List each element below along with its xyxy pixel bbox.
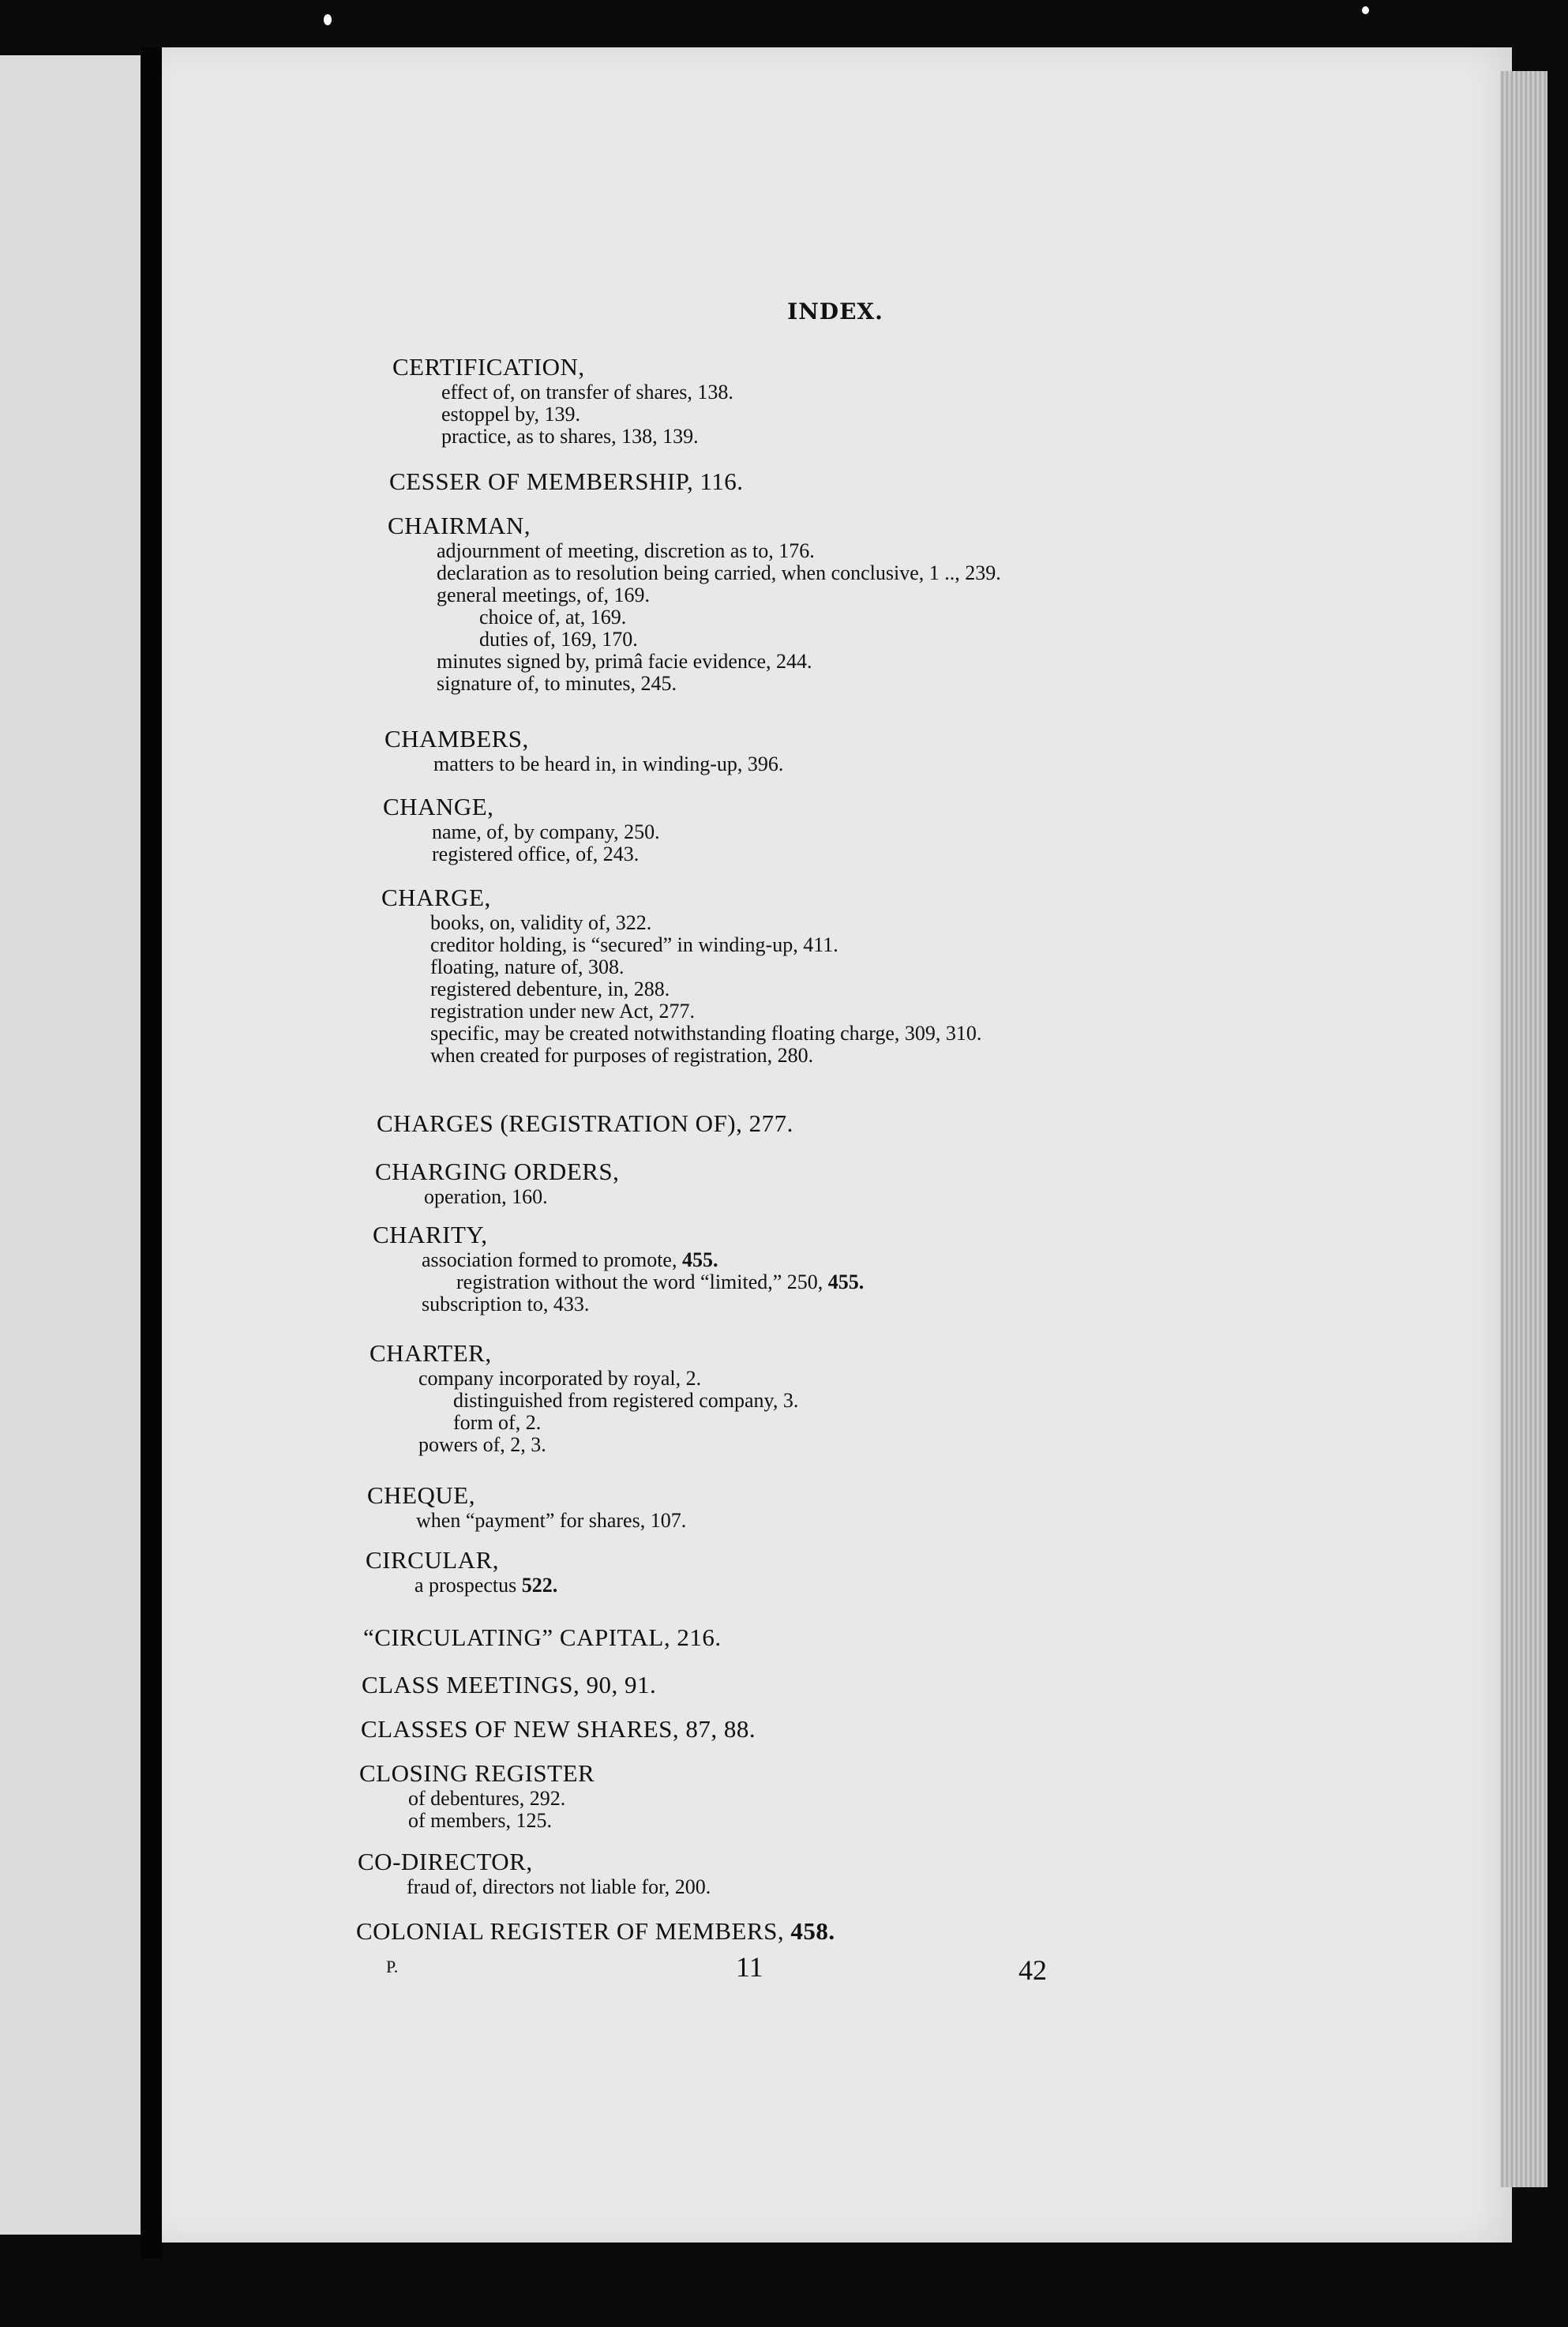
facing-page-edge bbox=[0, 55, 142, 2235]
index-term: CESSER OF MEMBERSHIP, 116. bbox=[389, 467, 744, 495]
index-subentry: name, of, by company, 250. bbox=[432, 820, 660, 843]
index-entry bbox=[367, 1481, 686, 1532]
index-subentry bbox=[373, 1271, 864, 1293]
index-term: CERTIFICATION, bbox=[392, 353, 585, 381]
bold-page-ref: 455. bbox=[827, 1270, 865, 1293]
index-subentry: registration under new Act, 277. bbox=[430, 1000, 696, 1023]
page-title: INDEX. bbox=[787, 298, 883, 325]
index-subentry: practice, as to shares, 138, 139. bbox=[441, 425, 699, 448]
bold-page-ref: 522. bbox=[521, 1574, 558, 1597]
index-subentry: subscription to, 433. bbox=[422, 1293, 590, 1316]
index-subentry: operation, 160. bbox=[424, 1185, 548, 1208]
index-term: CHARTER, bbox=[369, 1339, 492, 1367]
index-entry bbox=[384, 725, 783, 775]
index-entry bbox=[369, 1339, 798, 1456]
index-subentry: of members, 125. bbox=[408, 1809, 552, 1832]
index-subentry: registered office, of, 243. bbox=[432, 843, 640, 865]
index-subentry: distinguished from registered company, 3. bbox=[453, 1389, 799, 1412]
index-term bbox=[356, 1917, 835, 1946]
book-gutter bbox=[141, 47, 163, 2258]
index-subentry: declaration as to resolution being carried, when conclusive, 1 .., 239. bbox=[437, 561, 1001, 584]
index-subentry: of debentures, 292. bbox=[408, 1787, 566, 1810]
index-subentry bbox=[373, 1249, 864, 1271]
signature-mark: P. bbox=[386, 1957, 399, 1976]
term-text: COLONIAL REGISTER OF MEMBERS, bbox=[356, 1917, 785, 1945]
index-subentry: estoppel by, 139. bbox=[441, 403, 580, 426]
index-subentry: matters to be heard in, in winding-up, 396. bbox=[433, 753, 784, 775]
scan-speck bbox=[324, 14, 332, 25]
index-entry bbox=[361, 1715, 756, 1743]
index-term: CIRCULAR, bbox=[366, 1546, 499, 1574]
bold-page-ref: 458. bbox=[790, 1917, 835, 1945]
index-subentry: specific, may be created notwithstanding floating charge, 309, 310. bbox=[430, 1022, 982, 1045]
index-entry bbox=[373, 1221, 864, 1316]
index-term: CLASSES OF NEW SHARES, 87, 88. bbox=[361, 1715, 756, 1743]
index-page bbox=[162, 47, 1512, 2243]
index-term: CHARGE, bbox=[381, 884, 491, 911]
index-term: CLOSING REGISTER bbox=[359, 1759, 595, 1787]
index-subentry: form of, 2. bbox=[453, 1411, 542, 1434]
index-subentry bbox=[366, 1574, 557, 1597]
bold-page-ref: 455. bbox=[681, 1248, 718, 1271]
index-entry bbox=[388, 512, 1001, 695]
index-term: CHANGE, bbox=[383, 793, 494, 820]
index-entry bbox=[356, 1917, 835, 1946]
index-term: CO-DIRECTOR, bbox=[358, 1848, 533, 1875]
index-term: CLASS MEETINGS, 90, 91. bbox=[362, 1671, 657, 1698]
index-subentry: when created for purposes of registration, 280. bbox=[430, 1044, 814, 1067]
index-subentry: floating, nature of, 308. bbox=[430, 955, 625, 978]
index-subentry: effect of, on transfer of shares, 138. bbox=[441, 381, 733, 403]
index-entry bbox=[377, 1109, 793, 1138]
page-stack-edge bbox=[1500, 71, 1547, 2187]
index-subentry: creditor holding, is “secured” in winding-up, 411. bbox=[430, 933, 838, 956]
index-subentry bbox=[388, 651, 1001, 673]
subentry-text: registration without the word “limited,” 250, bbox=[456, 1270, 823, 1293]
index-term: CHARITY, bbox=[373, 1221, 488, 1248]
subentry-text: minutes signed by, primâ facie evidence, 244. bbox=[437, 650, 812, 673]
subentry-text: a prospectus bbox=[415, 1574, 517, 1597]
index-entry bbox=[389, 467, 744, 496]
index-subentry: powers of, 2, 3. bbox=[418, 1433, 546, 1456]
index-entry bbox=[358, 1848, 711, 1898]
index-subentry: fraud of, directors not liable for, 200. bbox=[407, 1875, 711, 1898]
index-subentry: signature of, to minutes, 245. bbox=[437, 672, 677, 695]
index-entry bbox=[359, 1759, 595, 1832]
index-term: CHAMBERS, bbox=[384, 725, 529, 753]
page-number: 42 bbox=[1018, 1954, 1047, 1986]
subentry-text: association formed to promote, bbox=[422, 1248, 677, 1271]
index-term: CHEQUE, bbox=[367, 1481, 475, 1509]
index-term: “CIRCULATING” CAPITAL, 216. bbox=[363, 1623, 722, 1651]
index-entry bbox=[362, 1671, 656, 1699]
index-entry bbox=[392, 353, 733, 448]
sheet-number: 11 bbox=[736, 1951, 763, 1983]
index-entry bbox=[383, 793, 660, 865]
index-subentry: adjournment of meeting, discretion as to, 176. bbox=[437, 539, 815, 562]
index-term: CHAIRMAN, bbox=[388, 512, 531, 539]
index-subentry: when “payment” for shares, 107. bbox=[416, 1509, 687, 1532]
index-entry bbox=[381, 884, 981, 1067]
scan-speck bbox=[1362, 6, 1369, 14]
index-subentry: general meetings, of, 169. bbox=[437, 584, 651, 606]
index-term: CHARGES (REGISTRATION OF), 277. bbox=[377, 1109, 793, 1137]
index-subentry: registered debenture, in, 288. bbox=[430, 978, 670, 1000]
index-subentry: company incorporated by royal, 2. bbox=[418, 1367, 702, 1390]
index-subentry: duties of, 169, 170. bbox=[479, 628, 638, 651]
index-subentry: choice of, at, 169. bbox=[479, 606, 627, 629]
index-entry bbox=[363, 1623, 722, 1652]
index-subentry: books, on, validity of, 322. bbox=[430, 911, 652, 934]
index-entry bbox=[375, 1158, 619, 1208]
index-entry bbox=[366, 1546, 557, 1597]
index-term: CHARGING ORDERS, bbox=[375, 1158, 620, 1185]
